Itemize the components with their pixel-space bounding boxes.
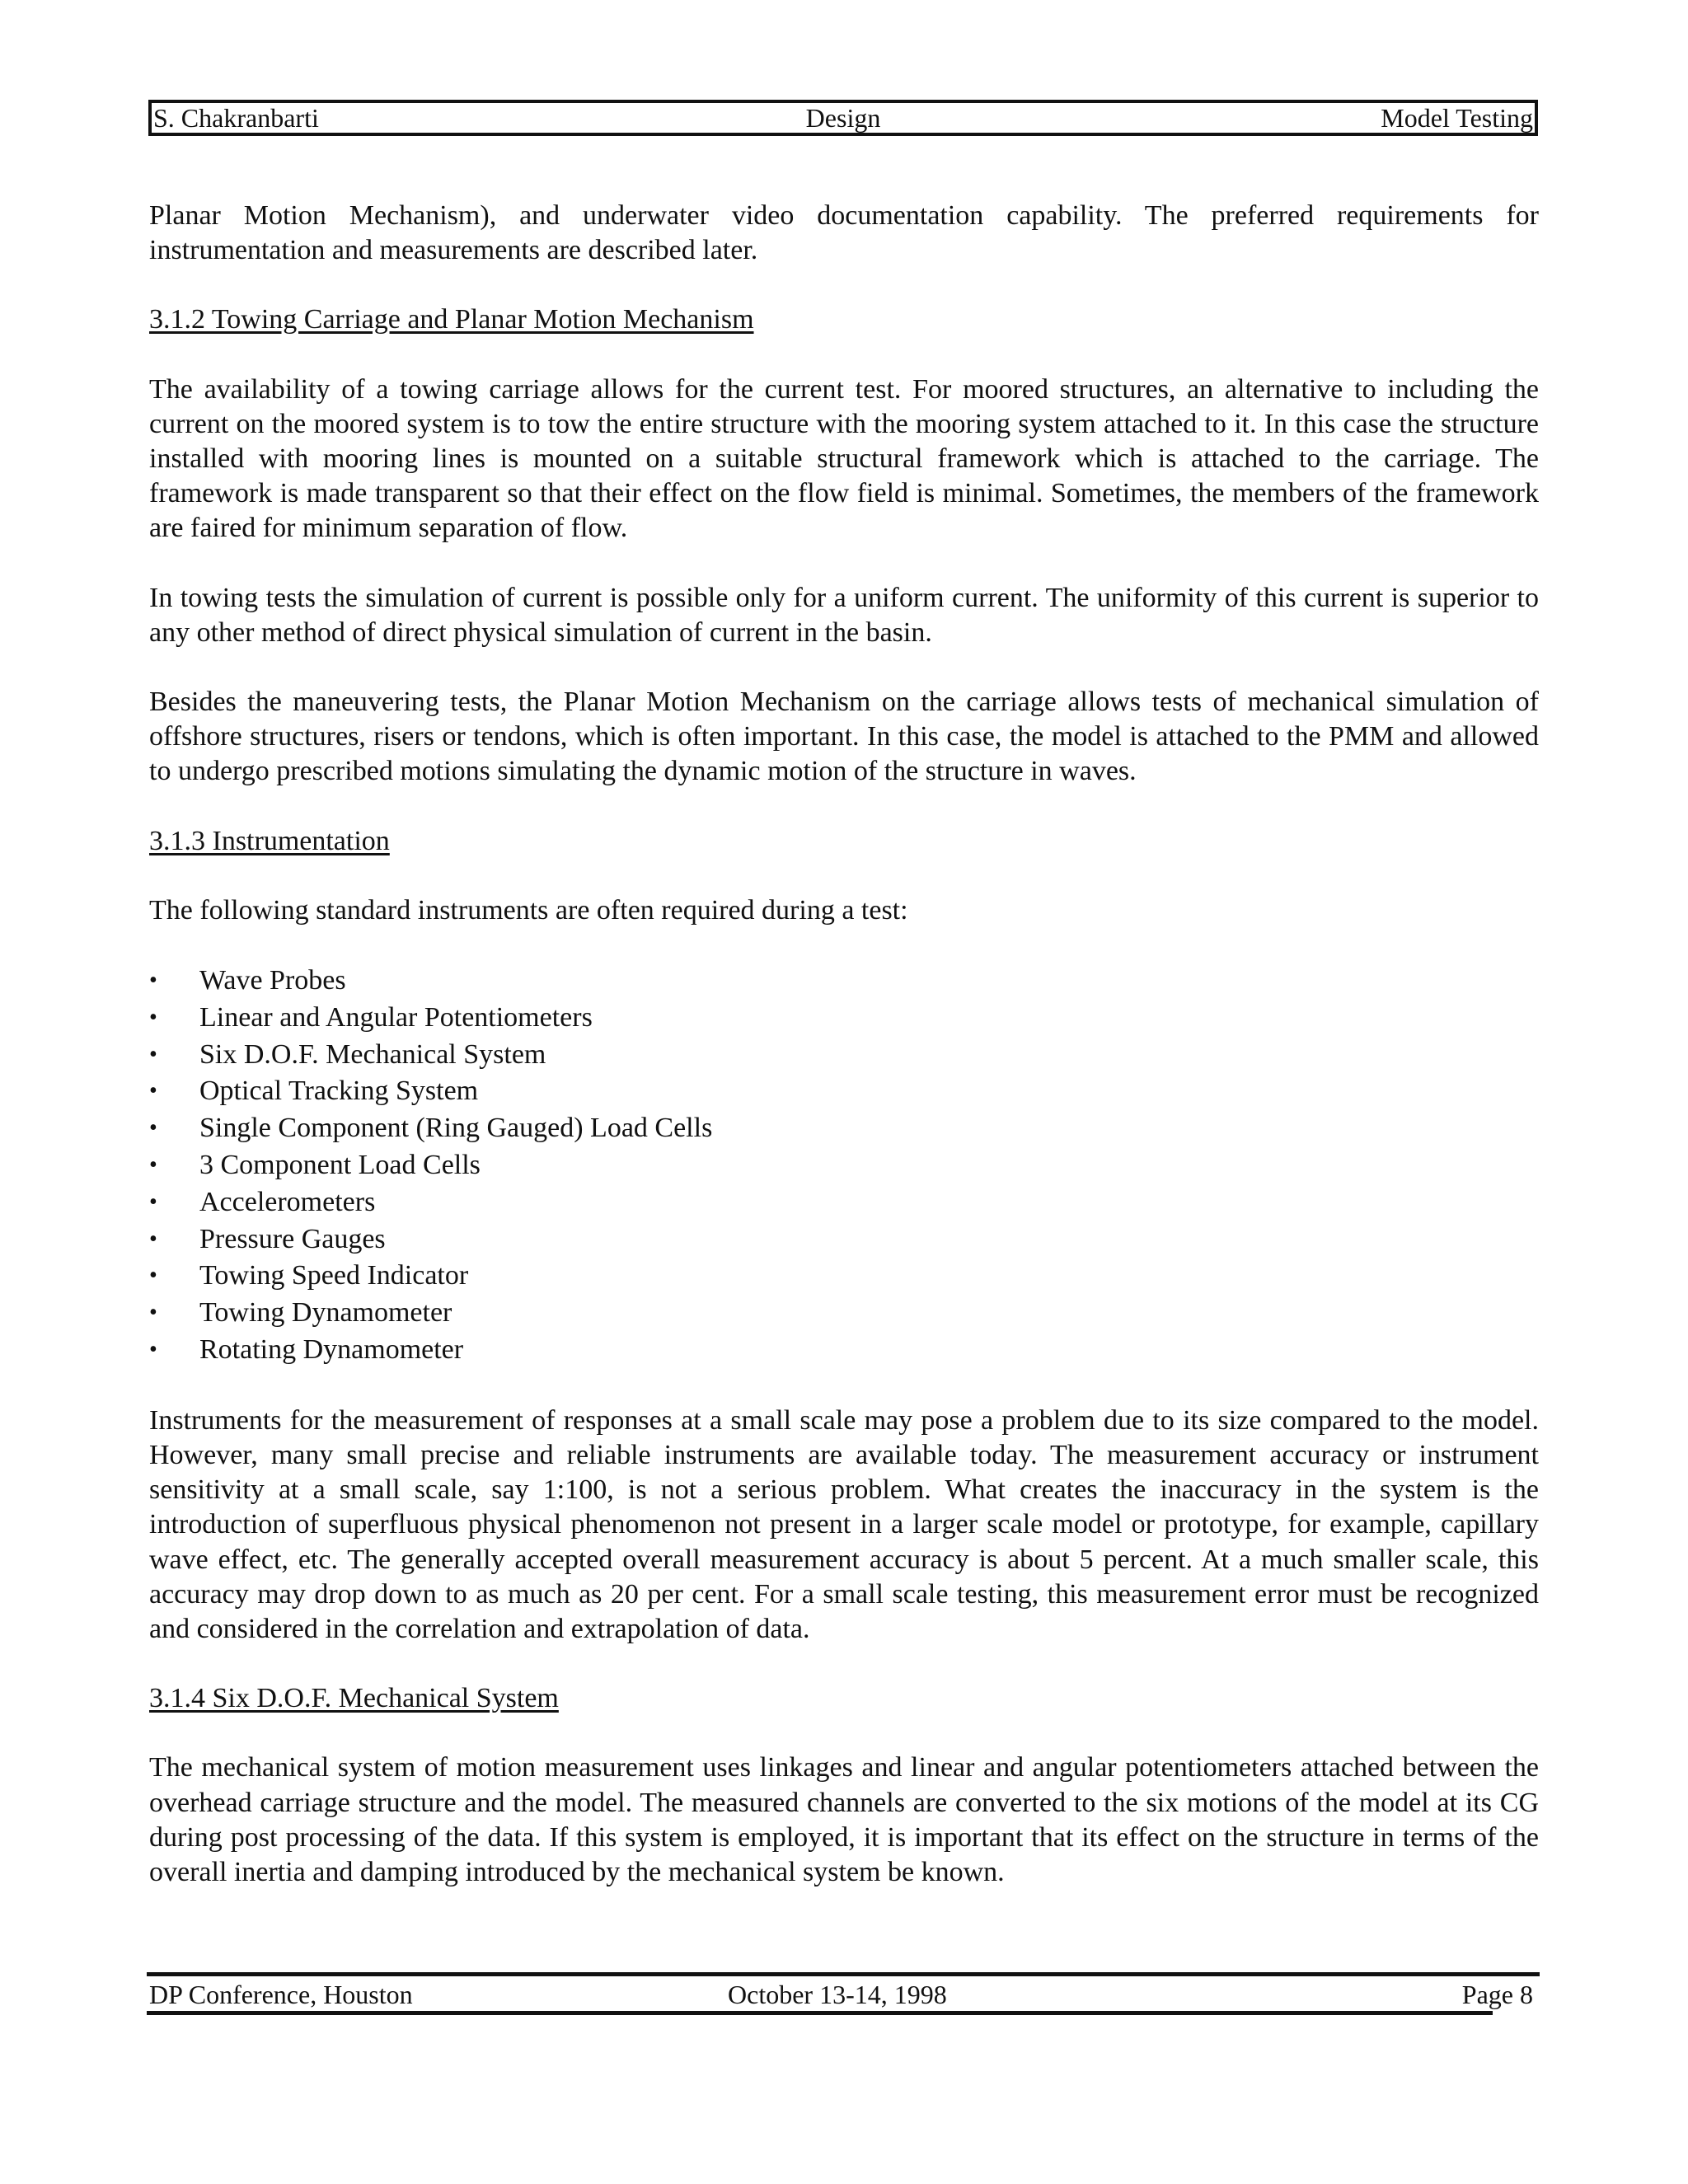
bullet-icon: • <box>149 1041 157 1067</box>
list-item <box>149 1147 1539 1184</box>
list-item <box>149 1184 1539 1221</box>
section-heading-3-1-2: 3.1.2 Towing Carriage and Planar Motion Mechanism <box>149 304 754 335</box>
list-item <box>149 1037 1539 1074</box>
instrument-label: Towing Dynamometer <box>199 1297 452 1329</box>
instrument-label: Six D.O.F. Mechanical System <box>199 1038 546 1070</box>
list-item <box>149 1332 1539 1369</box>
page-footer <box>147 1972 1540 2012</box>
bullet-icon: • <box>149 1078 157 1104</box>
pmm-paragraph: Besides the maneuvering tests, the Planar Motion Mechanism on the carriage allows tests of mechanical simulation of offshore structures, risers or tendons, which is often important. In this case, the model is attached to the PMM and allowed to undergo prescribed motions simulating the dynamic motion of the structure in waves. <box>149 687 1539 787</box>
bullet-icon: • <box>149 1337 157 1363</box>
measurement-accuracy-paragraph: Instruments for the measurement of responses at a small scale may pose a problem due to its size compared to the model. However, many small precise and reliable instruments are available today. The measurement accuracy or instrument sensitivity at a small scale, say 1:100, is not a serious problem. What creates the inaccuracy in the system is the introduction of superfluous physical phenomenon not present in a larger scale model or prototype, for example, capillary wave effect, etc. The generally accepted overall measurement accuracy is about 5 percent. At a much smaller scale, this accuracy may drop down to as much as 20 per cent. For a small scale testing, this measurement error must be recognized and considered in the correlation and extrapolation of data. <box>149 1404 1539 1645</box>
instrument-label: Accelerometers <box>199 1186 376 1217</box>
bullet-icon: • <box>149 1300 157 1326</box>
instrument-label: Single Component (Ring Gauged) Load Cells <box>199 1113 713 1144</box>
list-item <box>149 963 1539 1000</box>
list-item <box>149 1073 1539 1110</box>
instrument-label: Pressure Gauges <box>199 1223 386 1254</box>
instrument-label: Towing Speed Indicator <box>199 1260 469 1291</box>
instrument-lead-paragraph: The following standard instruments are often required during a test: <box>149 894 908 926</box>
instrument-list <box>149 963 1539 1369</box>
footer-date: October 13-14, 1998 <box>728 1980 947 2009</box>
bullet-icon: • <box>149 968 157 994</box>
instrument-label: 3 Component Load Cells <box>199 1150 481 1181</box>
intro-paragraph: Planar Motion Mechanism), and underwater video documentation capability. The preferred requirements for instrumentation and measurements are described later. <box>149 200 1539 266</box>
list-item <box>149 1258 1539 1295</box>
bullet-icon: • <box>149 1115 157 1141</box>
uniform-current-paragraph: In towing tests the simulation of current is possible only for a uniform current. The uniformity of this current is superior to any other method of direct physical simulation of current in the basin. <box>149 582 1539 648</box>
list-item <box>149 1000 1539 1037</box>
section-heading-3-1-3: 3.1.3 Instrumentation <box>149 825 390 856</box>
page-body <box>149 199 1539 1890</box>
list-item <box>149 1295 1539 1332</box>
header-section: Design <box>805 103 881 133</box>
instrument-label: Linear and Angular Potentiometers <box>199 1001 593 1033</box>
bullet-icon: • <box>149 1226 157 1252</box>
header-author: S. Chakranbarti <box>153 103 319 133</box>
towing-carriage-paragraph: The availability of a towing carriage allows for the current test. For moored structures, an alternative to including the current on the moored system is to tow the entire structure with the mooring system attached to it. In this case the structure installed with mooring lines is mounted on a suitable structural framework which is attached to the carriage. The framework is made transparent so that their effect on the flow field is minimal. Sometimes, the members of the framework are faired for minimum separation of flow. <box>149 373 1539 544</box>
footer-rule <box>147 2011 1493 2015</box>
instrument-label: Wave Probes <box>199 965 346 996</box>
footer-conference: DP Conference, Houston <box>149 1980 413 2009</box>
bullet-icon: • <box>149 1152 157 1179</box>
bullet-icon: • <box>149 1188 157 1215</box>
bullet-icon: • <box>149 1004 157 1030</box>
instrument-label: Rotating Dynamometer <box>199 1334 464 1366</box>
section-heading-3-1-4: 3.1.4 Six D.O.F. Mechanical System <box>149 1683 559 1714</box>
header-topic: Model Testing <box>1381 103 1533 133</box>
bullet-icon: • <box>149 1263 157 1289</box>
list-item <box>149 1221 1539 1258</box>
list-item <box>149 1110 1539 1147</box>
instrument-label: Optical Tracking System <box>199 1076 479 1107</box>
page-header <box>148 100 1538 136</box>
footer-page-number: Page 8 <box>1461 1980 1533 2009</box>
mechanical-system-paragraph: The mechanical system of motion measurement uses linkages and linear and angular potentiometers attached between the overhead carriage structure and the model. The measured channels are converted to the six motions of the model at its CG during post processing of the data. If this system is employed, it is important that its effect on the structure in terms of the overall inertia and damping introduced by the mechanical system be known. <box>149 1752 1539 1888</box>
